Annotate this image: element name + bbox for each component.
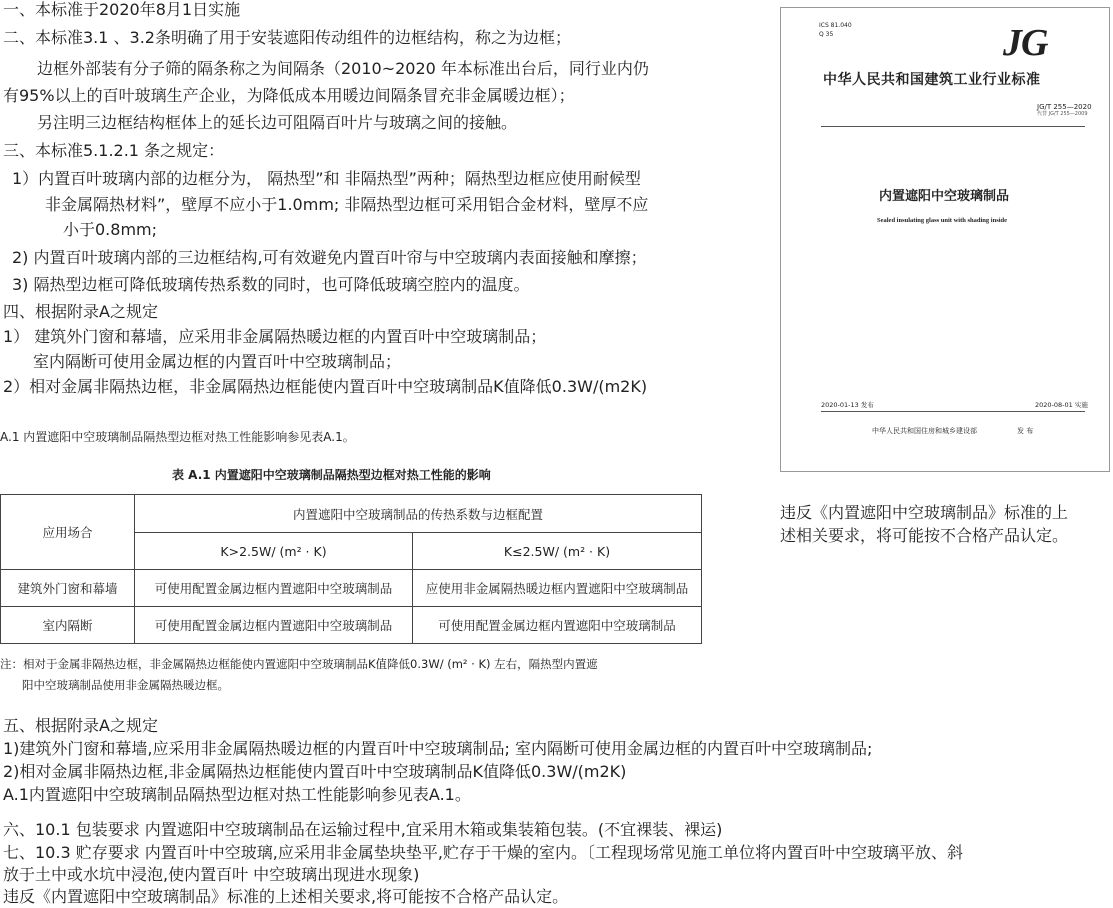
table-header-cell: K>2.5W/ (m² · K) (135, 533, 413, 570)
table-row (1, 570, 702, 607)
cover-issue-date: 2020-01-13 发布 (821, 401, 874, 409)
cover-divider (821, 411, 1085, 412)
text-line: 七、10.3 贮存要求 内置百叶中空玻璃,应采用非金属垫块垫平,贮存于干燥的室内。〔工程现场常见施工单位将内置百叶中空玻璃平放、斜 (3, 843, 963, 862)
cover-publisher: 中华人民共和国住房和城乡建设部 (872, 427, 977, 435)
standard-cover (780, 7, 1110, 472)
text-line: 室内隔断可使用金属边框的内置百叶中空玻璃制品； (33, 352, 402, 371)
table-header-cell: 应用场合 (1, 495, 135, 570)
table-intro: A.1 内置遮阳中空玻璃制品隔热型边框对热工性能影响参见表A.1。 (0, 430, 355, 444)
cover-logo: JG (1003, 22, 1048, 64)
text-line: 边框外部装有分子筛的隔条称之为间隔条（2010~2020 年本标准出台后，同行业内仍 (37, 59, 649, 78)
table-row (1, 607, 702, 644)
cover-publish-word: 发 布 (1017, 427, 1034, 435)
text-line: 三、本标准5.1.2.1 条之规定： (3, 141, 225, 160)
text-line: 四、根据附录A之规定 (3, 302, 158, 321)
cover-impl-date: 2020-08-01 实施 (1035, 401, 1088, 409)
text-line: 1)建筑外门窗和幕墙,应采用非金属隔热暖边框的内置百叶中空玻璃制品; 室内隔断可使用金属边框的内置百叶中空玻璃制品; (3, 739, 873, 758)
table-cell: 室内隔断 (1, 607, 135, 644)
table-cell: 应使用非金属隔热暖边框内置遮阳中空玻璃制品 (413, 570, 702, 607)
text-line: 1）内置百叶玻璃内部的边框分为， 隔热型”和 非隔热型”两种；隔热型边框应使用耐候型 (12, 169, 641, 188)
heat-transfer-table (0, 494, 702, 644)
text-line: A.1内置遮阳中空玻璃制品隔热型边框对热工性能影响参见表A.1。 (3, 785, 471, 804)
cover-replaces: 代替 JG/T 255—2009 (1037, 111, 1088, 117)
text-line: 五、根据附录A之规定 (3, 716, 158, 735)
cover-title-cn: 内置遮阳中空玻璃制品 (879, 189, 1010, 204)
table-note: 阳中空玻璃制品使用非金属隔热暖边框。 (22, 678, 229, 692)
side-note: 违反《内置遮阳中空玻璃制品》标准的上 (780, 503, 1069, 522)
table-header-cell: 内置遮阳中空玻璃制品的传热系数与边框配置 (135, 495, 702, 533)
table-header-cell: K≤2.5W/ (m² · K) (413, 533, 702, 570)
cover-divider (821, 126, 1085, 127)
table-note: 注：相对于金属非隔热边框，非金属隔热边框能使内置遮阳中空玻璃制品K值降低0.3W/ (m² · K) 左右，隔热型内置遮 (0, 657, 598, 671)
text-line: 1） 建筑外门窗和幕墙，应采用非金属隔热暖边框的内置百叶中空玻璃制品； (3, 327, 547, 346)
text-line: 有95%以上的百叶玻璃生产企业，为降低成本用暖边间隔条冒充非金属暖边框）； (3, 86, 575, 105)
text-line: 小于0.8mm; (63, 220, 158, 239)
cover-code: JG/T 255—2020 (1037, 103, 1092, 111)
text-line: 放于土中或水坑中浸泡,使内置百叶 中空玻璃出现进水现象) (3, 865, 420, 884)
table-caption: 表 A.1 内置遮阳中空玻璃制品隔热型边框对热工性能的影响 (172, 468, 491, 482)
text-line: 另注明三边框结构框体上的延长边可阻隔百叶片与玻璃之间的接触。 (37, 113, 518, 132)
table-cell: 建筑外门窗和幕墙 (1, 570, 135, 607)
text-line: 二、本标准3.1 、3.2条明确了用于安装遮阳传动组件的边框结构，称之为边框； (3, 28, 571, 47)
text-line: 六、10.1 包装要求 内置遮阳中空玻璃制品在运输过程中,宜采用木箱或集装箱包装。(不宜裸装、裸运) (3, 820, 723, 839)
cover-ics: ICS 81.040 (819, 22, 852, 29)
text-line: 2）相对金属非隔热边框，非金属隔热边框能使内置百叶中空玻璃制品K值降低0.3W/(m2K) (3, 377, 648, 396)
cover-org-title: 中华人民共和国建筑工业行业标准 (823, 72, 1041, 88)
side-note: 述相关要求，将可能按不合格产品认定。 (780, 526, 1069, 545)
table-cell: 可使用配置金属边框内置遮阳中空玻璃制品 (413, 607, 702, 644)
text-line: 3) 隔热型边框可降低玻璃传热系数的同时，也可降低玻璃空腔内的温度。 (12, 275, 530, 294)
text-line: 2)相对金属非隔热边框,非金属隔热边框能使内置百叶中空玻璃制品K值降低0.3W/(m2K) (3, 762, 627, 781)
cover-ccs: Q 35 (819, 31, 834, 38)
text-line: 一、本标准于2020年8月1日实施 (3, 0, 241, 19)
table-cell: 可使用配置金属边框内置遮阳中空玻璃制品 (135, 570, 413, 607)
table-cell: 可使用配置金属边框内置遮阳中空玻璃制品 (135, 607, 413, 644)
text-line: 2) 内置百叶玻璃内部的三边框结构,可有效避免内置百叶帘与中空玻璃内表面接触和摩擦； (12, 248, 647, 267)
text-line: 违反《内置遮阳中空玻璃制品》标准的上述相关要求,将可能按不合格产品认定。 (3, 887, 569, 906)
cover-title-en: Sealed insulating glass unit with shading inside (877, 217, 1008, 224)
text-line: 非金属隔热材料”，壁厚不应小于1.0mm; 非隔热型边框可采用铝合金材料，壁厚不应 (45, 195, 649, 214)
